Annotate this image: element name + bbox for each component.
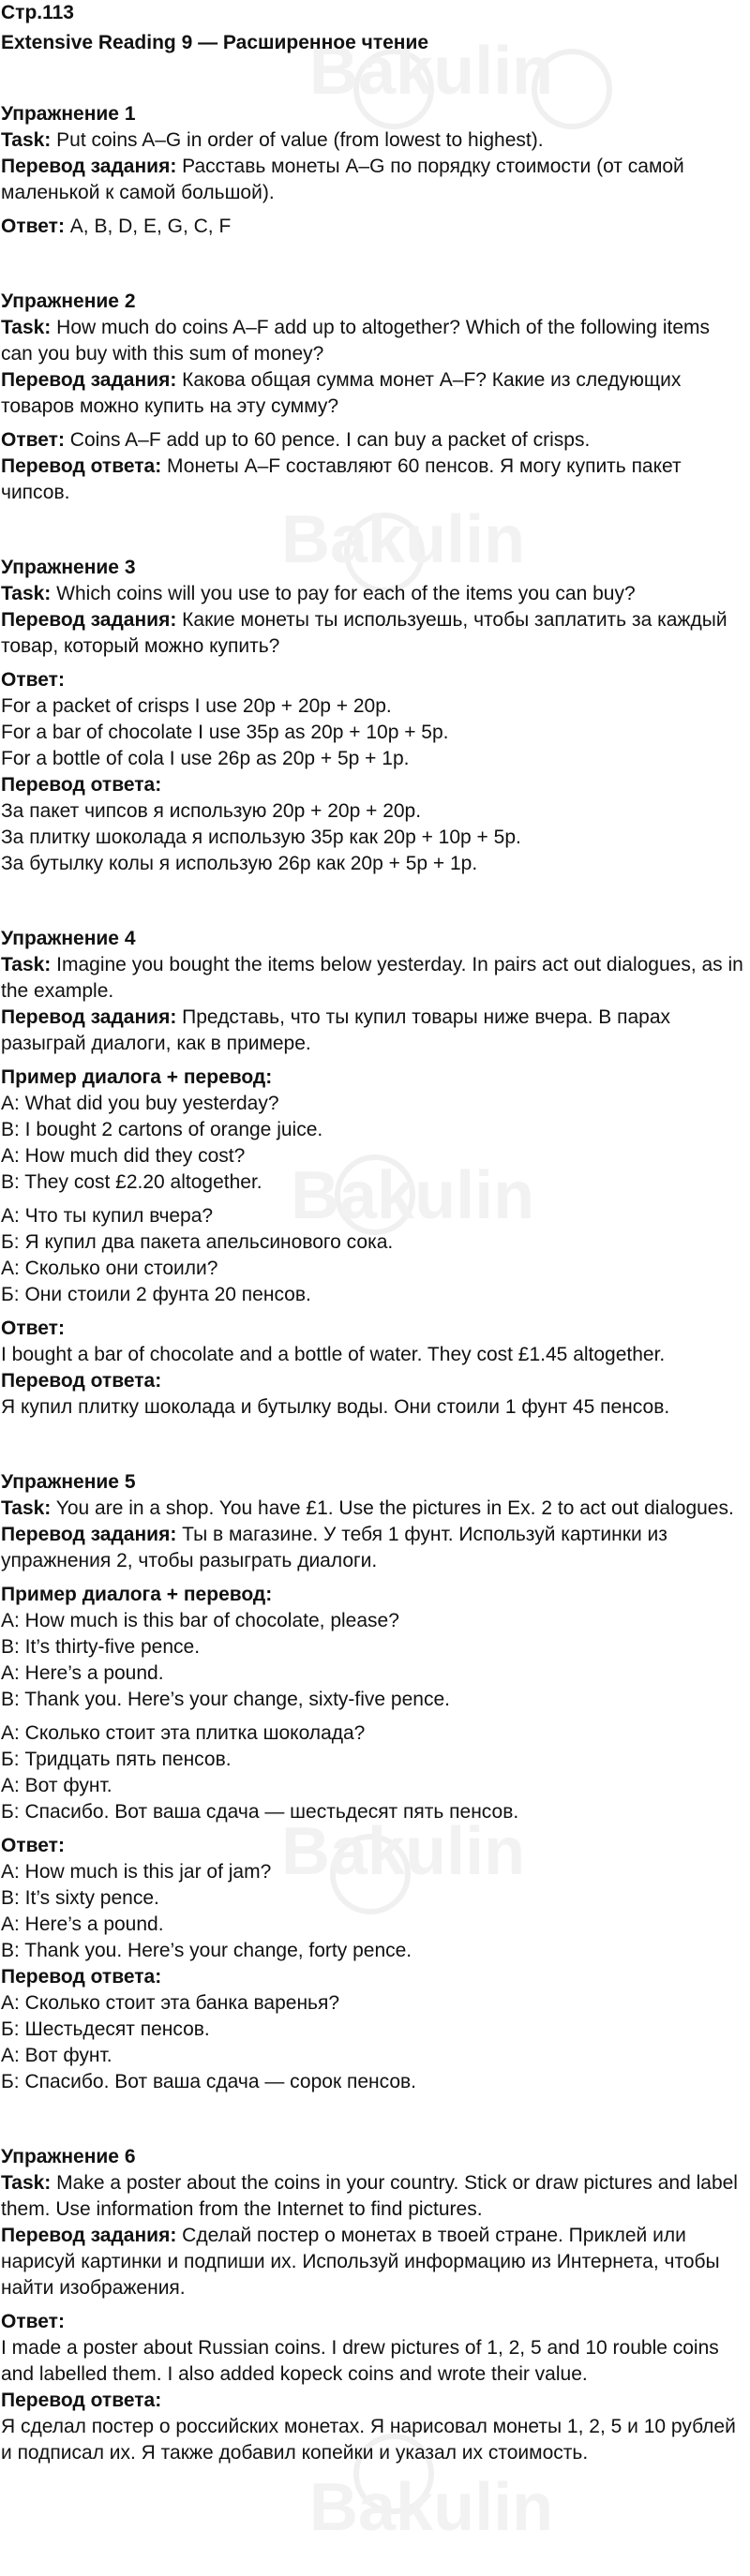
- answer-label-text: Ответ:: [1, 2311, 65, 2332]
- translation-label: Перевод задания:: [1, 2225, 177, 2246]
- answer-translation-text: Я сделал постер о российских монетах. Я нарисовал монеты 1, 2, 5 и 10 рублей и подписал их. Я также добавил копейки и указал их стоимость.: [1, 2416, 736, 2464]
- answer-line: For a packet of crisps I use 20p + 20p + 20p.: [1, 695, 392, 717]
- task-translation: [1, 1005, 743, 1057]
- example-label-text: Пример диалога + перевод:: [1, 1066, 273, 1088]
- answer-label: [1, 1833, 743, 1859]
- dialogue-line: B: Thank you. Here’s your change, sixty-five pence.: [1, 1689, 450, 1710]
- answer-translation-text: Монеты A–F составляют 60 пенсов. Я могу купить пакет чипсов.: [1, 455, 682, 503]
- answer-translation-line: Б: Шестьдесят пенсов.: [1, 2018, 210, 2040]
- answer-translation-line: За бутылку колы я использую 26p как 20p + 5p + 1p.: [1, 853, 478, 874]
- dialogue-line: Б: Я купил два пакета апельсинового сока.: [1, 1231, 394, 1253]
- task: [1, 315, 743, 367]
- answer-translation-label: [1, 1964, 743, 1990]
- translation-label: Перевод задания:: [1, 1524, 177, 1545]
- watermark-text: Bakulin: [281, 502, 526, 577]
- answer-label: [1, 2309, 743, 2335]
- answer-line: B: It’s sixty pence.: [1, 1887, 159, 1909]
- exercise-6: [1, 2144, 743, 2466]
- task: [1, 581, 743, 607]
- answer-text: A, B, D, E, G, C, F: [64, 216, 232, 237]
- dialogue-line: Б: Тридцать пять пенсов.: [1, 1749, 232, 1770]
- answer-translation-label-text: Перевод ответа:: [1, 1370, 162, 1392]
- task-translation: [1, 1522, 743, 1574]
- task-label: Task:: [1, 1497, 52, 1519]
- answer-label-text: Ответ:: [1, 1835, 65, 1856]
- watermark-text: Bakulin: [309, 2470, 554, 2545]
- answer-translation-line: А: Сколько стоит эта банка варенья?: [1, 1992, 340, 2014]
- exercise-4: [1, 926, 743, 1421]
- answer-line: A: How much is this jar of jam?: [1, 1861, 272, 1883]
- task-label: Task:: [1, 2172, 52, 2194]
- dialogue-line: A: What did you buy yesterday?: [1, 1093, 279, 1114]
- translation-text: Ты в магазине. У тебя 1 фунт. Используй картинки из упражнения 2, чтобы разыграть диалоги.: [1, 1524, 668, 1571]
- exercise-heading: Упражнение 5: [1, 1471, 136, 1493]
- dialogue-line: Б: Они стоили 2 фунта 20 пенсов.: [1, 1284, 311, 1305]
- task-label: Task:: [1, 583, 52, 604]
- answer-line: For a bar of chocolate I use 35p as 20p + 10p + 5p.: [1, 722, 449, 743]
- translation-text: Представь, что ты купил товары ниже вчера. В парах разыграй диалоги, как в примере.: [1, 1006, 670, 1054]
- answer-text: I bought a bar of chocolate and a bottle of water. They cost £1.45 altogether.: [1, 1344, 666, 1365]
- answer-translation-line: За плитку шоколада я использую 35p как 20p + 10p + 5p.: [1, 826, 521, 848]
- task-label: Task:: [1, 317, 52, 338]
- translation-label: Перевод задания:: [1, 609, 177, 631]
- answer-translation-label: Перевод ответа:: [1, 455, 162, 477]
- dialogue-line: A: Here’s a pound.: [1, 1662, 164, 1684]
- exercise-heading: Упражнение 4: [1, 928, 136, 949]
- answer-translation: [1, 454, 743, 506]
- answer-translation-label-text: Перевод ответа:: [1, 2390, 162, 2411]
- translation-text: Какова общая сумма монет A–F? Какие из следующих товаров можно купить на эту сумму?: [1, 369, 682, 417]
- task: [1, 952, 743, 1005]
- answer-translation-label-text: Перевод ответа:: [1, 1966, 162, 1988]
- task-label: Task:: [1, 954, 52, 975]
- dialogue-line: А: Сколько они стоили?: [1, 1258, 218, 1279]
- answer-translation-label-text: Перевод ответа:: [1, 774, 162, 796]
- exercise-5: [1, 1469, 743, 2095]
- answer-translation-label: [1, 772, 743, 798]
- answer-line: For a bottle of cola I use 26p as 20p + 5p + 1p.: [1, 748, 410, 769]
- answer-translation-line: За пакет чипсов я использую 20p + 20p + 20p.: [1, 800, 422, 822]
- example-label-text: Пример диалога + перевод:: [1, 1584, 273, 1605]
- answer: [1, 214, 743, 240]
- answer-label-text: Ответ:: [1, 669, 65, 691]
- watermark-text: Bakulin: [281, 1814, 526, 1889]
- answer-translation-label: [1, 2388, 743, 2414]
- dialogue-line: B: It’s thirty-five pence.: [1, 1636, 201, 1658]
- page-title: Extensive Reading 9 — Расширенное чтение: [1, 32, 429, 53]
- task-text: Imagine you bought the items below yesterday. In pairs act out dialogues, as in the example.: [1, 954, 743, 1002]
- translation-text: Расставь монеты A–G по порядку стоимости (от самой маленькой к самой большой).: [1, 156, 684, 203]
- task-text: You are in a shop. You have £1. Use the pictures in Ex. 2 to act out dialogues.: [51, 1497, 734, 1519]
- translation-label: Перевод задания:: [1, 1006, 177, 1028]
- exercise-heading: Упражнение 2: [1, 290, 136, 312]
- answer-label: Ответ:: [1, 429, 65, 451]
- task-translation: [1, 2223, 743, 2301]
- answer-translation-text: Я купил плитку шоколада и бутылку воды. Они стоили 1 фунт 45 пенсов.: [1, 1396, 670, 1418]
- page-number: Стр.113: [1, 2, 74, 23]
- dialogue-line: A: How much is this bar of chocolate, please?: [1, 1610, 399, 1631]
- exercise-heading: Упражнение 1: [1, 103, 136, 125]
- answer-translation-line: А: Вот фунт.: [1, 2045, 112, 2066]
- task-text: Make a poster about the coins in your country. Stick or draw pictures and label them. Use information from the Internet to find pictures.: [1, 2172, 738, 2220]
- answer-label: Ответ:: [1, 216, 65, 237]
- watermark-text: Bakulin: [291, 1158, 535, 1233]
- task-text: Put coins A–G in order of value (from lowest to highest).: [51, 129, 544, 151]
- answer-translation-line: Б: Спасибо. Вот ваша сдача — сорок пенсов.: [1, 2071, 417, 2092]
- answer-text: Coins A–F add up to 60 pence. I can buy a packet of crisps.: [64, 429, 591, 451]
- answer-line: A: Here’s a pound.: [1, 1913, 164, 1935]
- exercise-heading: Упражнение 3: [1, 557, 136, 578]
- exercise-2: [1, 289, 743, 506]
- task: [1, 2170, 743, 2223]
- answer-label: [1, 667, 743, 693]
- dialogue-line: B: I bought 2 cartons of orange juice.: [1, 1119, 323, 1140]
- task-translation: [1, 607, 743, 660]
- translation-text: Какие монеты ты используешь, чтобы заплатить за каждый товар, который можно купить?: [1, 609, 728, 657]
- answer-translation-label: [1, 1368, 743, 1394]
- dialogue-line: Б: Спасибо. Вот ваша сдача — шестьдесят пять пенсов.: [1, 1801, 519, 1823]
- task-text: How much do coins A–F add up to altogether? Which of the following items can you buy with this sum of money?: [1, 317, 711, 365]
- dialogue-line: А: Сколько стоит эта плитка шоколада?: [1, 1722, 366, 1744]
- answer-text: I made a poster about Russian coins. I drew pictures of 1, 2, 5 and 10 rouble coins and labelled them. I also added kopeck coins and wrote their value.: [1, 2337, 719, 2385]
- answer-label-text: Ответ:: [1, 1318, 65, 1339]
- exercise-1: [1, 101, 743, 240]
- task-label: Task:: [1, 129, 52, 151]
- translation-label: Перевод задания:: [1, 369, 177, 391]
- dialogue-line: А: Что ты купил вчера?: [1, 1205, 214, 1227]
- task-text: Which coins will you use to pay for each of the items you can buy?: [51, 583, 636, 604]
- example-label: [1, 1582, 743, 1608]
- exercise-heading: Упражнение 6: [1, 2146, 136, 2167]
- dialogue-line: А: Вот фунт.: [1, 1775, 112, 1796]
- example-label: [1, 1065, 743, 1091]
- answer-line: B: Thank you. Here’s your change, forty pence.: [1, 1940, 412, 1961]
- dialogue-line: B: They cost £2.20 altogether.: [1, 1171, 262, 1193]
- answer: [1, 427, 743, 454]
- translation-text: Сделай постер о монетах в твоей стране. Приклей или нарисуй картинки и подпиши их. Используй информацию из Интернета, чтобы найти изображения.: [1, 2225, 720, 2299]
- translation-label: Перевод задания:: [1, 156, 177, 177]
- dialogue-line: A: How much did they cost?: [1, 1145, 246, 1167]
- answer-label: [1, 1316, 743, 1342]
- task-translation: [1, 367, 743, 420]
- task: [1, 127, 743, 154]
- task: [1, 1496, 743, 1522]
- watermark-text: Bakulin: [309, 34, 554, 109]
- exercise-3: [1, 555, 743, 877]
- task-translation: [1, 154, 743, 206]
